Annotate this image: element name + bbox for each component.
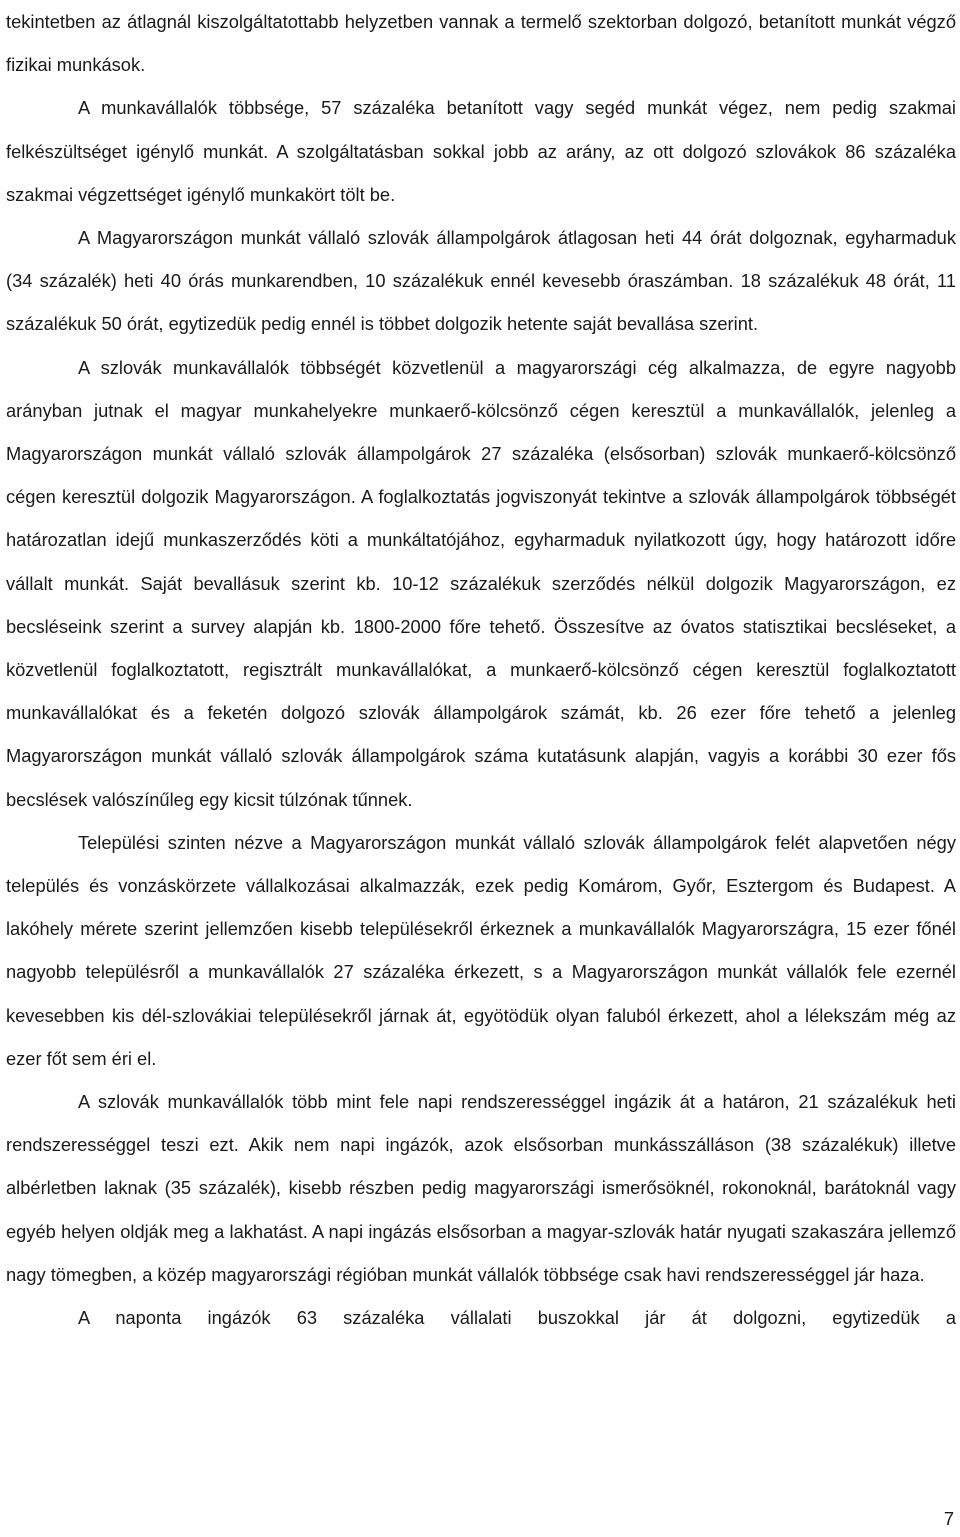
paragraph-skill-levels: A munkavállalók többsége, 57 százaléka betanított vagy segéd munkát végez, nem pedig szakmai felkészültséget igénylő munkát. A szolgáltatásban sokkal jobb az arány, az ott dolgozó szlovákok 86 százaléka szakmai végzettséget igénylő munkakört tölt be. [6, 97, 956, 205]
page-number: 7 [943, 1508, 954, 1529]
paragraph-settlements: Települési szinten nézve a Magyarországon munkát vállaló szlovák állampolgárok felét alapvetően négy település és vonzáskörzete vállalkozásai alkalmazzák, ezek pedig Komárom, Győr, Esztergom és Budapest. A lakóhely mérete szerint jellemzően kisebb településekről érkeznek a munkavállalók Magyarországra, 15 ezer főnél nagyobb településről a munkavállalók 27 százaléka érkezett, s a Magyarországon munkát vállalók fele ezernél kevesebben kis dél-szlovákiai településekről járnak át, egyötödük olyan faluból érkezett, ahol a lélekszám még az ezer főt sem éri el. [6, 831, 956, 1069]
document-page [6, 0, 956, 1339]
paragraph-commuting: A szlovák munkavállalók több mint fele napi rendszerességgel ingázik át a határon, 21 százalékuk heti rendszerességgel teszi ezt. Akik nem napi ingázók, azok elsősorban munkásszálláson (38 százalékuk) illetve albérletben laknak (35 százalék), kisebb részben pedig magyarországi ismerősöknél, rokonoknál, barátoknál vagy egyéb helyen oldják meg a lakhatást. A napi ingázás elsősorban a magyar-szlovák határ nyugati szakaszára jellemző nagy tömegben, a közép magyarországi régióban munkát vállalók többsége csak havi rendszerességgel jár haza. [6, 1091, 956, 1285]
paragraph-working-hours: A Magyarországon munkát vállaló szlovák állampolgárok átlagosan heti 44 órát dolgoznak, egyharmaduk (34 százalék) heti 40 órás munkarendben, 10 százalékuk ennél kevesebb óraszámban. 18 százalékuk 48 órát, 11 százalékuk 50 órát, egytizedük pedig ennél is többet dolgozik hetente saját bevallása szerint. [6, 227, 956, 335]
paragraph-daily-commuters: A naponta ingázók 63 százaléka vállalati buszokkal jár át dolgozni, egytizedük a [78, 1307, 956, 1329]
paragraph-continuation: tekintetben az átlagnál kiszolgáltatottabb helyzetben vannak a termelő szektorban dolgozó, betanított munkát végző fizikai munkások. [6, 11, 956, 76]
paragraph-employment-forms: A szlovák munkavállalók többségét közvetlenül a magyarországi cég alkalmazza, de egyre nagyobb arányban jutnak el magyar munkahelyekre munkaerő-kölcsönző cégen keresztül a munkavállalók, jelenleg a Magyarországon munkát vállaló szlovák állampolgárok 27 százaléka (elsősorban) szlovák munkaerő-kölcsönző cégen keresztül dolgozik Magyarországon. A foglalkoztatás jogviszonyát tekintve a szlovák állampolgárok többségét határozatlan idejű munkaszerződés köti a munkáltatójához, egyharmaduk nyilatkozott úgy, hogy határozott időre vállalt munkát. Saját bevallásuk szerint kb. 10-12 százalékuk szerződés nélkül dolgozik Magyarországon, ez becsléseink szerint a survey alapján kb. 1800-2000 főre tehető. Összesítve az óvatos statisztikai becsléseket, a közvetlenül foglalkoztatott, regisztrált munkavállalókat, a munkaerő-kölcsönző cégen keresztül foglalkoztatott munkavállalókat és a feketén dolgozó szlovák állampolgárok számát, kb. 26 ezer főre tehető a jelenleg Magyarországon munkát vállaló szlovák állampolgárok száma kutatásunk alapján, vagyis a korábbi 30 ezer fős becslések valószínűleg egy kicsit túlzónak tűnnek. [6, 356, 956, 810]
